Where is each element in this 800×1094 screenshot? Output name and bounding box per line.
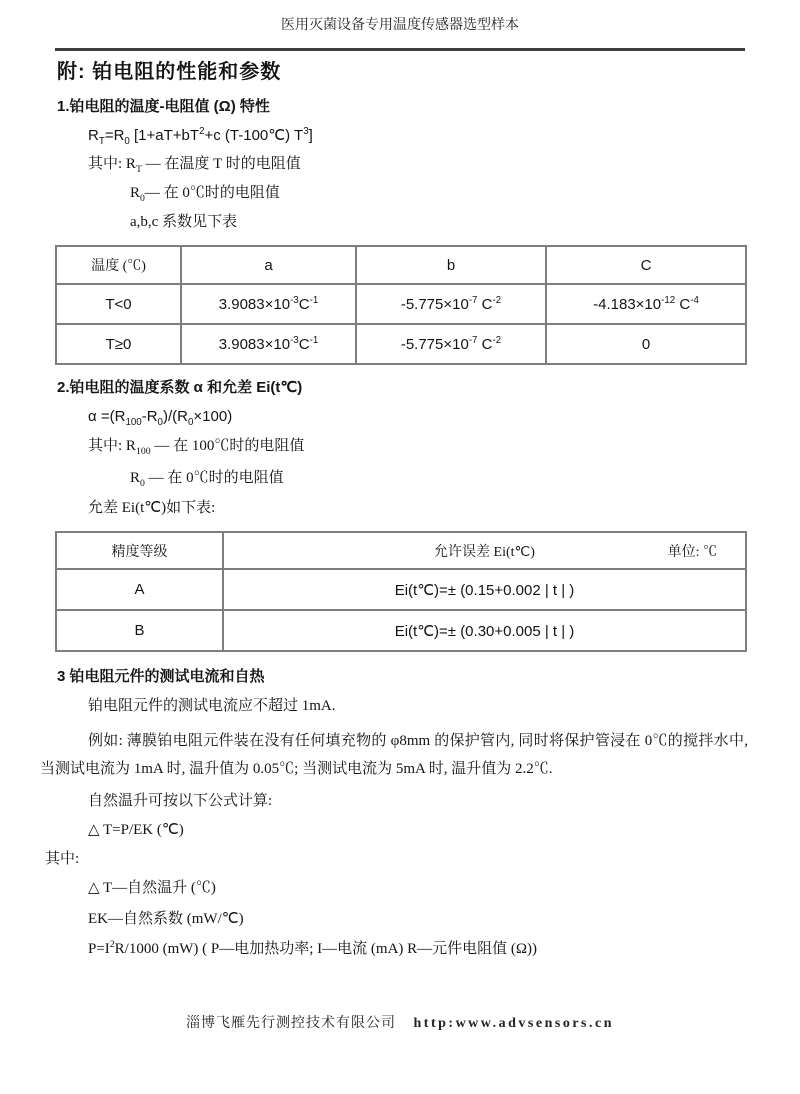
section3-heading: 3 铂电阻元件的测试电流和自热 bbox=[57, 668, 265, 685]
table-row bbox=[56, 284, 746, 324]
cell-coeff-b: $-5.775\times 10^{-7}$ $C^{-2}$ bbox=[356, 324, 546, 364]
page-footer bbox=[0, 1012, 800, 1032]
cell-coeff-a: $3.9083\times 10^{-3}C^{-1}$ bbox=[181, 284, 356, 324]
tolerance-header-row bbox=[56, 532, 746, 569]
section3-where-label: 其中: bbox=[45, 851, 80, 867]
unit-label: 单位: ℃ bbox=[667, 544, 717, 560]
col-header-c: C bbox=[546, 246, 746, 284]
cell-grade: A bbox=[56, 569, 223, 610]
table-row bbox=[56, 569, 746, 610]
section2-where-line: 其中: $R_{100}$ — 在 100℃时的电阻值 bbox=[88, 438, 305, 457]
cell-coeff-a: $3.9083\times 10^{-3}C^{-1}$ bbox=[181, 324, 356, 364]
section1-heading: 1.铂电阻的温度-电阻值 (Ω) 特性 bbox=[57, 98, 270, 115]
header-rule bbox=[55, 48, 745, 51]
section2-r0-line: $R_0$ — 在 0℃时的电阻值 bbox=[130, 470, 284, 489]
section1-abc-line: a,b,c 系数见下表 bbox=[130, 214, 238, 230]
section3-p1: 铂电阻元件的测试电流应不超过 1mA. bbox=[88, 698, 336, 714]
footer-website-url: http:www.advsensors.cn bbox=[413, 1016, 614, 1031]
cell-temp-range: T<0 bbox=[56, 284, 181, 324]
cell-error-formula: Ei(t℃)=± (0.30+0.005 | t | ) bbox=[223, 610, 746, 651]
cell-temp-range: T≥0 bbox=[56, 324, 181, 364]
section2-heading: 2.铂电阻的温度系数 α 和允差 Ei(t℃) bbox=[57, 379, 303, 396]
section1-where-line: 其中: $R_T$ — 在温度 T 时的电阻值 bbox=[88, 156, 301, 175]
table-row bbox=[56, 610, 746, 651]
dt-definition-line: △ T—自然温升 (℃) bbox=[88, 880, 216, 896]
col-header-b: b bbox=[356, 246, 546, 284]
section2-formula: $\alpha =(R_{100}-R_0)/(R_0\times 100)$ bbox=[88, 408, 233, 428]
cell-coeff-c: 0 bbox=[546, 324, 746, 364]
col-header-accuracy-grade: 精度等级 bbox=[56, 532, 223, 569]
table-row bbox=[56, 324, 746, 364]
section1-formula: $R_T=R_0$ [$1+aT+bT^2+c$ (T-100℃) $T^3$] bbox=[88, 126, 313, 147]
col-header-temperature: 温度 (℃) bbox=[56, 246, 181, 284]
coefficients-header-row bbox=[56, 246, 746, 284]
footer-company-name: 淄博飞雁先行测控技术有限公司 bbox=[186, 1016, 397, 1031]
allowed-error-label: 允许误差 Ei(t℃) bbox=[434, 544, 535, 560]
cell-error-formula: Ei(t℃)=± (0.15+0.002 | t | ) bbox=[223, 569, 746, 610]
col-header-a: a bbox=[181, 246, 356, 284]
section1-r0-line: $R_0—$ 在 0℃时的电阻值 bbox=[130, 185, 280, 204]
page-header-title: 医用灭菌设备专用温度传感器选型样本 bbox=[281, 18, 519, 33]
doc-title: 附: 铂电阻的性能和参数 bbox=[57, 61, 282, 83]
coefficients-table bbox=[55, 245, 747, 365]
col-header-allowed-error bbox=[223, 532, 746, 569]
section2-tolerance-line: 允差 Ei(t℃)如下表: bbox=[88, 500, 216, 516]
ek-definition-line: EK—自然系数 (mW/℃) bbox=[88, 911, 244, 927]
cell-coeff-c: $-4.183\times 10^{-12}$ $C^{-4}$ bbox=[546, 284, 746, 324]
natural-rise-formula: △ T=P/EK (℃) bbox=[88, 822, 184, 838]
cell-coeff-b: $-5.775\times 10^{-7}$ $C^{-2}$ bbox=[356, 284, 546, 324]
cell-grade: B bbox=[56, 610, 223, 651]
section3-p3: 自然温升可按以下公式计算: bbox=[88, 793, 273, 809]
power-formula: $P=I^2R/1000$ (mW) ( P—电加热功率; I—电流 (mA) R—元件电阻值 (Ω)) bbox=[88, 939, 538, 957]
section3-p2: 例如: 薄膜铂电阻元件装在没有任何填充物的 φ8mm 的保护管内, 同时将保护管浸在 0℃的搅拌水中, 当测试电流为 1mA 时, 温升值为 0.05℃; 当测试电流为 5mA 时, 温升值为 2.2℃. bbox=[40, 733, 748, 777]
tolerance-table bbox=[55, 531, 747, 652]
